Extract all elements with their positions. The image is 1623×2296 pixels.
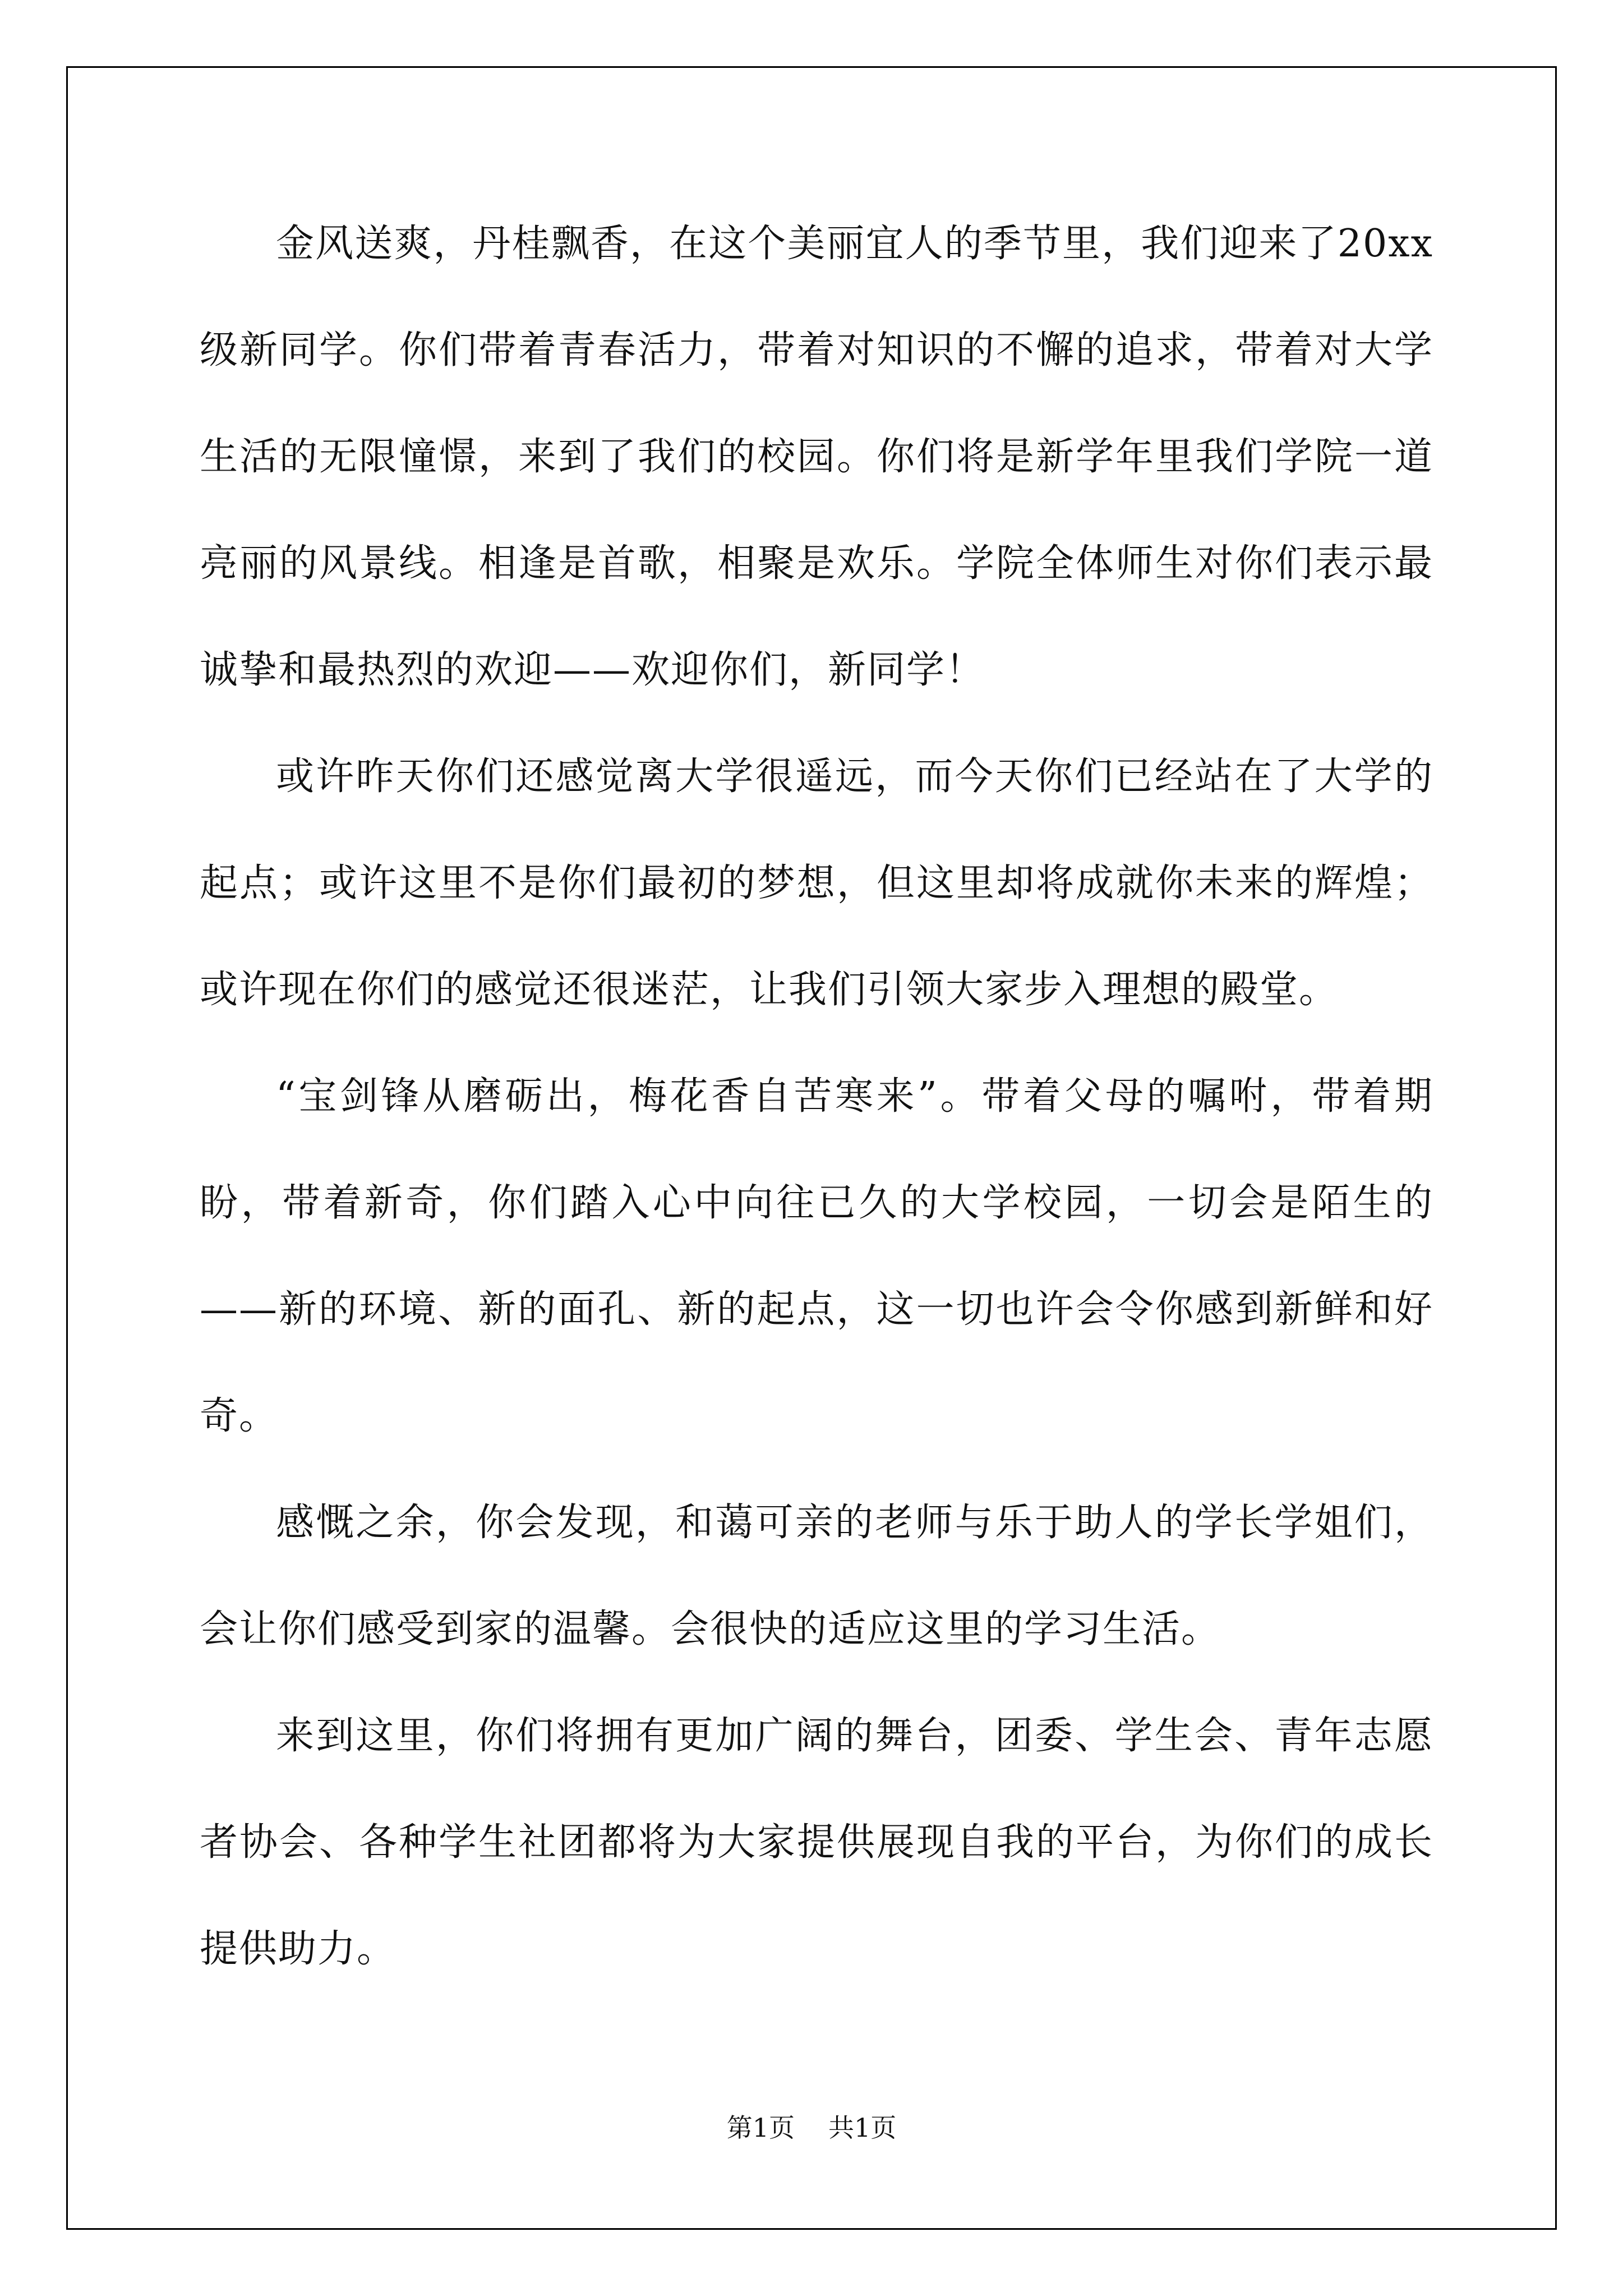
document-body (200, 191, 1433, 2003)
page-footer (0, 2108, 1623, 2145)
page-total: 共1页 (828, 2113, 897, 2143)
page-number: 第1页 (726, 2113, 795, 2143)
paragraph-5: 来到这里，你们将拥有更加广阔的舞台，团委、学生会、青年志愿者协会、各种学生社团都将为大家提供展现自我的平台，为你们的成长提供助力。 (200, 1714, 1433, 1971)
paragraph-2: 或许昨天你们还感觉离大学很遥远，而今天你们已经站在了大学的起点；或许这里不是你们最初的梦想，但这里却将成就你未来的辉煌；或许现在你们的感觉还很迷茫，让我们引领大家步入理想的殿堂。 (200, 754, 1433, 1012)
paragraph-4: 感慨之余，你会发现，和蔼可亲的老师与乐于助人的学长学姐们，会让你们感受到家的温馨。会很快的适应这里的学习生活。 (200, 1501, 1433, 1651)
paragraph-3: “宝剑锋从磨砺出，梅花香自苦寒来”。带着父母的嘱咐，带着期盼，带着新奇，你们踏入心中向往已久的大学校园，一切会是陌生的——新的环境、新的面孔、新的起点，这一切也许会令你感到新鲜和好奇。 (200, 1074, 1433, 1438)
paragraph-1: 金风送爽，丹桂飘香，在这个美丽宜人的季节里，我们迎来了20xx级新同学。你们带着青春活力，带着对知识的不懈的追求，带着对大学生活的无限憧憬，来到了我们的校园。你们将是新学年里我们学院一道亮丽的风景线。相逢是首歌，相聚是欢乐。学院全体师生对你们表示最诚挚和最热烈的欢迎——欢迎你们，新同学！ (200, 222, 1433, 692)
